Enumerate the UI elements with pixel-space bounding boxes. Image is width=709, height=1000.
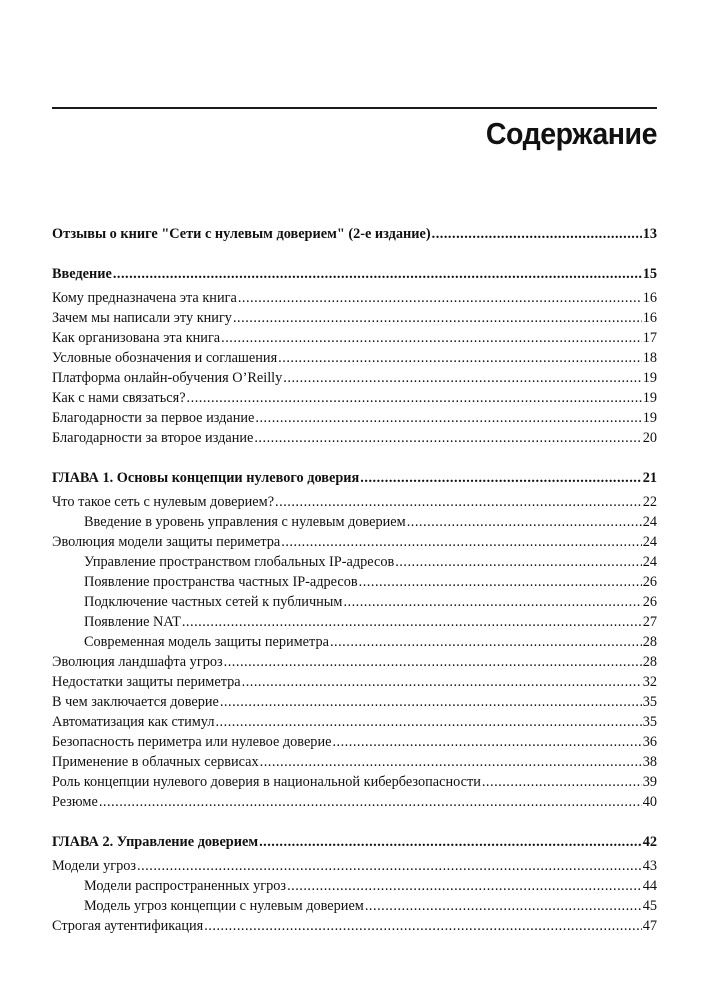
toc-entry-title: Модели распространенных угроз	[84, 878, 287, 894]
dot-leader	[283, 368, 641, 388]
toc-entry-title: ГЛАВА 1. Основы концепции нулевого доверия	[52, 470, 360, 486]
toc-entry-page: 16	[642, 310, 657, 326]
dot-leader	[99, 792, 642, 812]
toc-entry-title: Появление пространства частных IP-адресов	[84, 574, 358, 590]
toc-entry-title: Управление пространством глобальных IP-адресов	[84, 554, 395, 570]
toc-entry-page: 24	[642, 534, 657, 550]
toc-subentry	[52, 592, 657, 612]
dot-leader	[220, 692, 642, 712]
toc-entry-title: Эволюция модели защиты периметра	[52, 534, 281, 550]
toc-entry-page: 44	[642, 878, 657, 894]
toc-entry-page: 28	[642, 654, 657, 670]
dot-leader	[254, 428, 641, 448]
table-of-contents	[52, 224, 657, 936]
dot-leader	[238, 288, 642, 308]
page-title: Содержание	[485, 116, 657, 151]
toc-entry	[52, 752, 657, 772]
dot-leader	[182, 612, 642, 632]
toc-entry-title: Как с нами связаться?	[52, 390, 186, 406]
dot-leader	[259, 832, 642, 852]
toc-entry-page: 35	[642, 714, 657, 730]
toc-entry-title: Отзывы о книге "Сети с нулевым доверием" (2-е издание)	[52, 226, 431, 242]
toc-entry-title: В чем заключается доверие	[52, 694, 219, 710]
toc-entry-title: Модель угроз концепции с нулевым доверием	[84, 898, 364, 914]
toc-entry-page: 28	[642, 634, 657, 650]
dot-leader	[233, 308, 642, 328]
dot-leader	[365, 896, 642, 916]
dot-leader	[330, 632, 642, 652]
dot-leader	[255, 408, 641, 428]
toc-entry-page: 24	[642, 514, 657, 530]
toc-entry-page: 39	[642, 774, 657, 790]
toc-entry	[52, 712, 657, 732]
toc-entry-page: 18	[642, 350, 657, 366]
toc-entry-page: 38	[642, 754, 657, 770]
toc-entry	[52, 856, 657, 876]
toc-entry-page: 13	[642, 226, 657, 242]
toc-entry-title: Эволюция ландшафта угроз	[52, 654, 223, 670]
toc-entry	[52, 692, 657, 712]
toc-entry	[52, 408, 657, 428]
dot-leader	[395, 552, 641, 572]
toc-entry-page: 19	[642, 390, 657, 406]
toc-entry-page: 15	[642, 266, 657, 282]
toc-entry	[52, 348, 657, 368]
toc-entry-title: Что такое сеть с нулевым доверием?	[52, 494, 275, 510]
toc-entry-title: Безопасность периметра или нулевое доверие	[52, 734, 332, 750]
dot-leader	[432, 224, 642, 244]
toc-entry-page: 20	[642, 430, 657, 446]
toc-entry-page: 19	[642, 370, 657, 386]
toc-entry-title: Благодарности за второе издание	[52, 430, 254, 446]
toc-subentry	[52, 612, 657, 632]
toc-entry	[52, 916, 657, 936]
toc-entry	[52, 652, 657, 672]
toc-entry	[52, 732, 657, 752]
toc-entry-title: Платформа онлайн-обучения O’Reilly	[52, 370, 283, 386]
toc-entry	[52, 772, 657, 792]
toc-entry-title: Введение	[52, 266, 112, 282]
header-rule	[52, 107, 657, 109]
toc-entry	[52, 388, 657, 408]
toc-entry-page: 16	[642, 290, 657, 306]
toc-subentry	[52, 512, 657, 532]
toc-entry-page: 19	[642, 410, 657, 426]
dot-leader	[482, 772, 642, 792]
toc-entry-title: ГЛАВА 2. Управление доверием	[52, 834, 259, 850]
toc-entry-title: Недостатки защиты периметра	[52, 674, 241, 690]
toc-entry-page: 24	[642, 554, 657, 570]
toc-entry	[52, 368, 657, 388]
toc-entry-page: 21	[642, 470, 657, 486]
toc-chapter-entry	[52, 264, 657, 284]
dot-leader	[287, 876, 642, 896]
dot-leader	[343, 592, 641, 612]
dot-leader	[278, 348, 642, 368]
toc-entry-title: Благодарности за первое издание	[52, 410, 255, 426]
dot-leader	[215, 712, 641, 732]
toc-entry-title: Модели угроз	[52, 858, 137, 874]
toc-entry-title: Применение в облачных сервисах	[52, 754, 259, 770]
toc-entry-page: 47	[642, 918, 657, 934]
toc-entry-title: Как организована эта книга	[52, 330, 221, 346]
toc-subentry	[52, 876, 657, 896]
toc-entry-title: Строгая аутентификация	[52, 918, 204, 934]
toc-entry-title: Введение в уровень управления с нулевым доверием	[84, 514, 406, 530]
toc-entry	[52, 792, 657, 812]
toc-entry-title: Современная модель защиты периметра	[84, 634, 329, 650]
toc-entry-page: 43	[642, 858, 657, 874]
toc-entry-title: Подключение частных сетей к публичным	[84, 594, 343, 610]
toc-entry-title: Роль концепции нулевого доверия в национальной кибербезопасности	[52, 774, 481, 790]
dot-leader	[242, 672, 642, 692]
toc-entry	[52, 532, 657, 552]
toc-entry-page: 35	[642, 694, 657, 710]
toc-entry-page: 45	[642, 898, 657, 914]
dot-leader	[407, 512, 642, 532]
toc-entry-title: Условные обозначения и соглашения	[52, 350, 278, 366]
toc-subentry	[52, 632, 657, 652]
toc-entry	[52, 492, 657, 512]
toc-entry-page: 26	[642, 574, 657, 590]
toc-entry-page: 36	[642, 734, 657, 750]
dot-leader	[204, 916, 641, 936]
dot-leader	[275, 492, 642, 512]
toc-entry	[52, 328, 657, 348]
toc-entry-page: 27	[642, 614, 657, 630]
toc-entry	[52, 428, 657, 448]
toc-entry-page: 26	[642, 594, 657, 610]
dot-leader	[137, 856, 642, 876]
dot-leader	[281, 532, 641, 552]
toc-entry-title: Кому предназначена эта книга	[52, 290, 237, 306]
toc-entry-title: Зачем мы написали эту книгу	[52, 310, 232, 326]
toc-entry-page: 40	[642, 794, 657, 810]
toc-entry	[52, 308, 657, 328]
toc-chapter-entry	[52, 224, 657, 244]
dot-leader	[359, 572, 642, 592]
dot-leader	[113, 264, 642, 284]
toc-entry-page: 42	[642, 834, 657, 850]
dot-leader	[224, 652, 642, 672]
toc-entry	[52, 672, 657, 692]
dot-leader	[221, 328, 642, 348]
toc-entry-page: 17	[642, 330, 657, 346]
toc-chapter-entry	[52, 832, 657, 852]
toc-entry	[52, 288, 657, 308]
toc-entry-title: Автоматизация как стимул	[52, 714, 215, 730]
toc-subentry	[52, 896, 657, 916]
toc-entry-page: 32	[642, 674, 657, 690]
dot-leader	[332, 732, 641, 752]
toc-subentry	[52, 552, 657, 572]
dot-leader	[187, 388, 642, 408]
toc-subentry	[52, 572, 657, 592]
dot-leader	[360, 468, 641, 488]
dot-leader	[260, 752, 642, 772]
toc-chapter-entry	[52, 468, 657, 488]
toc-entry-page: 22	[642, 494, 657, 510]
toc-entry-title: Резюме	[52, 794, 98, 810]
toc-entry-title: Появление NAT	[84, 614, 181, 630]
